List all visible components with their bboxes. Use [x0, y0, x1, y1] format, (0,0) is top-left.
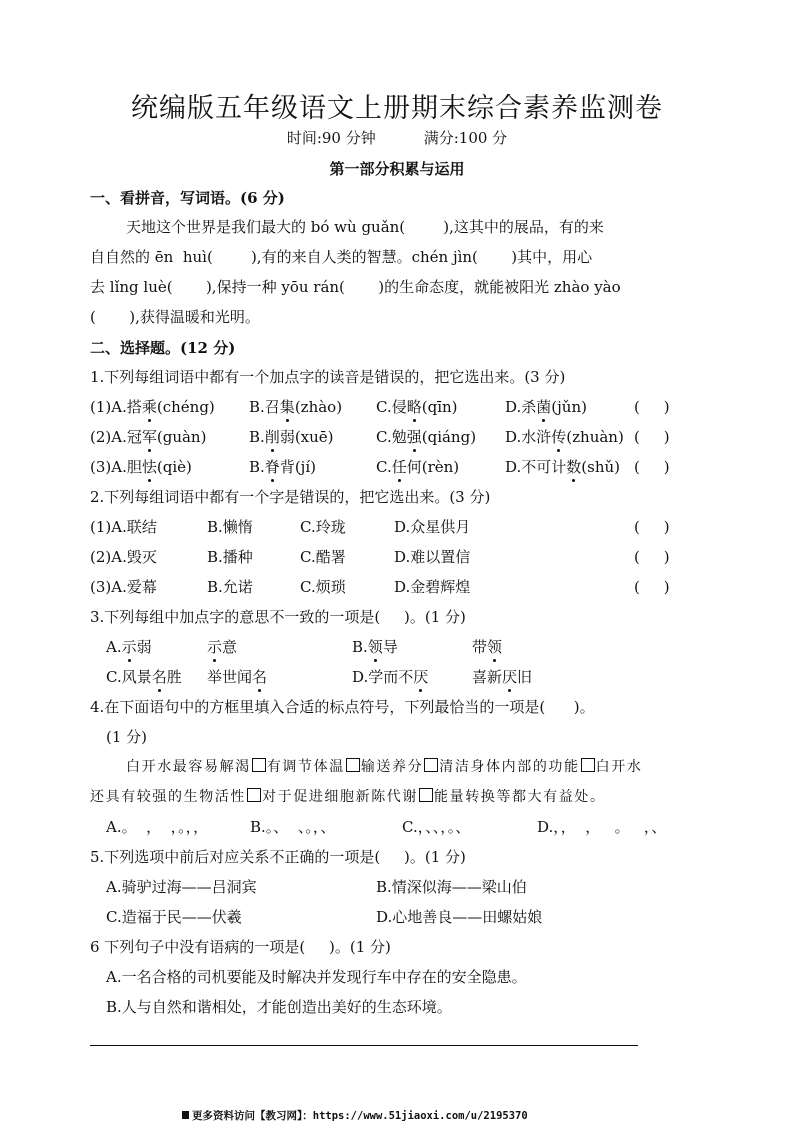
page-title: 统编版五年级语文上册期末综合素养监测卷: [131, 93, 663, 124]
section1-line-4: ( ),获得温暖和光明。: [90, 308, 260, 326]
q1-option-a: (3)A.胆怯(qiè): [90, 458, 192, 476]
q4-stem: 4.在下面语句中的方框里填入合适的标点符号，下列最恰当的一项是( )。: [90, 698, 595, 716]
q2-option-d: D.金碧辉煌: [394, 578, 471, 596]
q4-option-a: A.。 ， ，。，，: [106, 818, 209, 836]
q2-option-b: B.播种: [207, 548, 253, 566]
q3-option-a-word2: 示意: [207, 638, 238, 656]
q3-option-d-word1: D.学而不厌: [352, 668, 429, 686]
q3-option-b-word2: 带领: [472, 638, 503, 656]
q4-passage-line-1: 白开水最容易解渴 有调节体温 输送养分 清洁身体内部的功能 白开水: [126, 759, 643, 775]
q1-option-a: (2)A.冠军(guàn): [90, 428, 207, 446]
q2-option-c: C.玲珑: [300, 518, 346, 536]
q1-option-c: C.侵略(qīn): [376, 398, 458, 416]
answer-blank[interactable]: ( ): [634, 548, 670, 566]
q5-stem: 5.下列选项中前后对应关系不正确的一项是( )。(1 分): [90, 848, 466, 866]
part-heading: 第一部分积累与运用: [329, 160, 465, 178]
punctuation-box: [419, 788, 433, 802]
footer-link[interactable]: 更多资料访问【教习网】：https://www.51jiaoxi.com/u/2195370: [182, 1108, 528, 1123]
q3-option-a-word1: A.示弱: [106, 638, 152, 656]
q5-option-a: A.骑驴过海——吕洞宾: [106, 878, 257, 896]
q2-option-d: D.难以置信: [394, 548, 471, 566]
q6-option-b: B.人与自然和谐相处，才能创造出美好的生态环境。: [106, 998, 452, 1016]
q4-option-c: C.，、、，。、: [402, 818, 471, 836]
punctuation-box: [424, 758, 438, 772]
q3-stem: 3.下列每组中加点字的意思不一致的一项是( )。(1 分): [90, 608, 466, 626]
punctuation-box: [346, 758, 360, 772]
q2-stem: 2.下列每组词语中都有一个字是错误的，把它选出来。(3 分): [90, 488, 491, 506]
q1-option-a: (1)A.搭乘(chéng): [90, 398, 215, 416]
q2-option-a: (1)A.联结: [90, 518, 157, 536]
q1-option-c: C.勉强(qiáng): [376, 428, 477, 446]
q4-passage-line-2: 还具有较强的生物活性 对于促进细胞新陈代谢 能量转换等都大有益处。: [90, 789, 606, 805]
q1-option-b: B.召集(zhào): [249, 398, 343, 416]
q1-stem: 1.下列每组词语中都有一个加点字的读音是错误的，把它选出来。(3 分): [90, 368, 566, 386]
q2-option-a: (3)A.爱幕: [90, 578, 157, 596]
divider-line: [90, 1045, 638, 1046]
q3-option-d-word2: 喜新厌旧: [472, 668, 533, 686]
q6-stem: 6 下列句子中没有语病的一项是( )。(1 分): [90, 938, 391, 956]
q1-option-b: B.削弱(xuē): [249, 428, 334, 446]
q4-option-b: B.。、 、。，、: [250, 818, 336, 836]
q4-option-d: D.，， ， 。 ，、: [537, 818, 667, 836]
time-limit: 时间:90 分钟: [286, 129, 376, 147]
q2-option-c: C.酷署: [300, 548, 346, 566]
punctuation-box: [581, 758, 595, 772]
section1-heading: 一、看拼音，写词语。(6 分): [90, 189, 285, 207]
q2-option-c: C.烦琐: [300, 578, 346, 596]
q4-points: (1 分): [106, 728, 148, 746]
q5-option-d: D.心地善良——田螺姑娘: [376, 908, 543, 926]
punctuation-box: [247, 788, 261, 802]
q3-option-c-word1: C.风景名胜: [106, 668, 182, 686]
section2-heading: 二、选择题。(12 分): [90, 339, 236, 357]
q2-option-d: D.众星供月: [394, 518, 471, 536]
q1-option-d: D.水浒传(zhuàn): [505, 428, 624, 446]
q3-option-b-word1: B.领导: [352, 638, 398, 656]
q6-option-a: A.一名合格的司机要能及时解决并发现行车中存在的安全隐患。: [106, 968, 527, 986]
q2-option-a: (2)A.毁灭: [90, 548, 157, 566]
q2-option-b: B.懒惰: [207, 518, 253, 536]
section1-line-3: 去 lǐng luè( ),保持一种 yōu rán( )的生命态度，就能被阳光 zhào yào: [90, 278, 621, 296]
answer-blank[interactable]: ( ): [634, 518, 670, 536]
q1-option-b: B.脊背(jí): [249, 458, 316, 476]
answer-blank[interactable]: ( ): [634, 578, 670, 596]
answer-blank[interactable]: ( ): [634, 398, 670, 416]
flag-icon: [182, 1111, 189, 1119]
q5-option-b: B.情深似海——梁山伯: [376, 878, 527, 896]
answer-blank[interactable]: ( ): [634, 428, 670, 446]
section1-line-2: 自自然的 ēn huì( ),有的来自人类的智慧。chén jìn( )其中，用心: [90, 248, 593, 266]
q3-option-c-word2: 举世闻名: [207, 668, 268, 686]
section1-line-1: 天地这个世界是我们最大的 bó wù guǎn( ),这其中的展品，有的来: [126, 218, 604, 236]
full-score: 满分:100 分: [423, 129, 508, 147]
q1-option-c: C.任何(rèn): [376, 458, 460, 476]
exam-meta: [0, 127, 794, 148]
q1-option-d: D.不可计数(shǔ): [505, 458, 621, 476]
answer-blank[interactable]: ( ): [634, 458, 670, 476]
q5-option-c: C.造福于民——伏羲: [106, 908, 242, 926]
punctuation-box: [252, 758, 266, 772]
q2-option-b: B.允诺: [207, 578, 253, 596]
q1-option-d: D.杀菌(jǔn): [505, 398, 587, 416]
